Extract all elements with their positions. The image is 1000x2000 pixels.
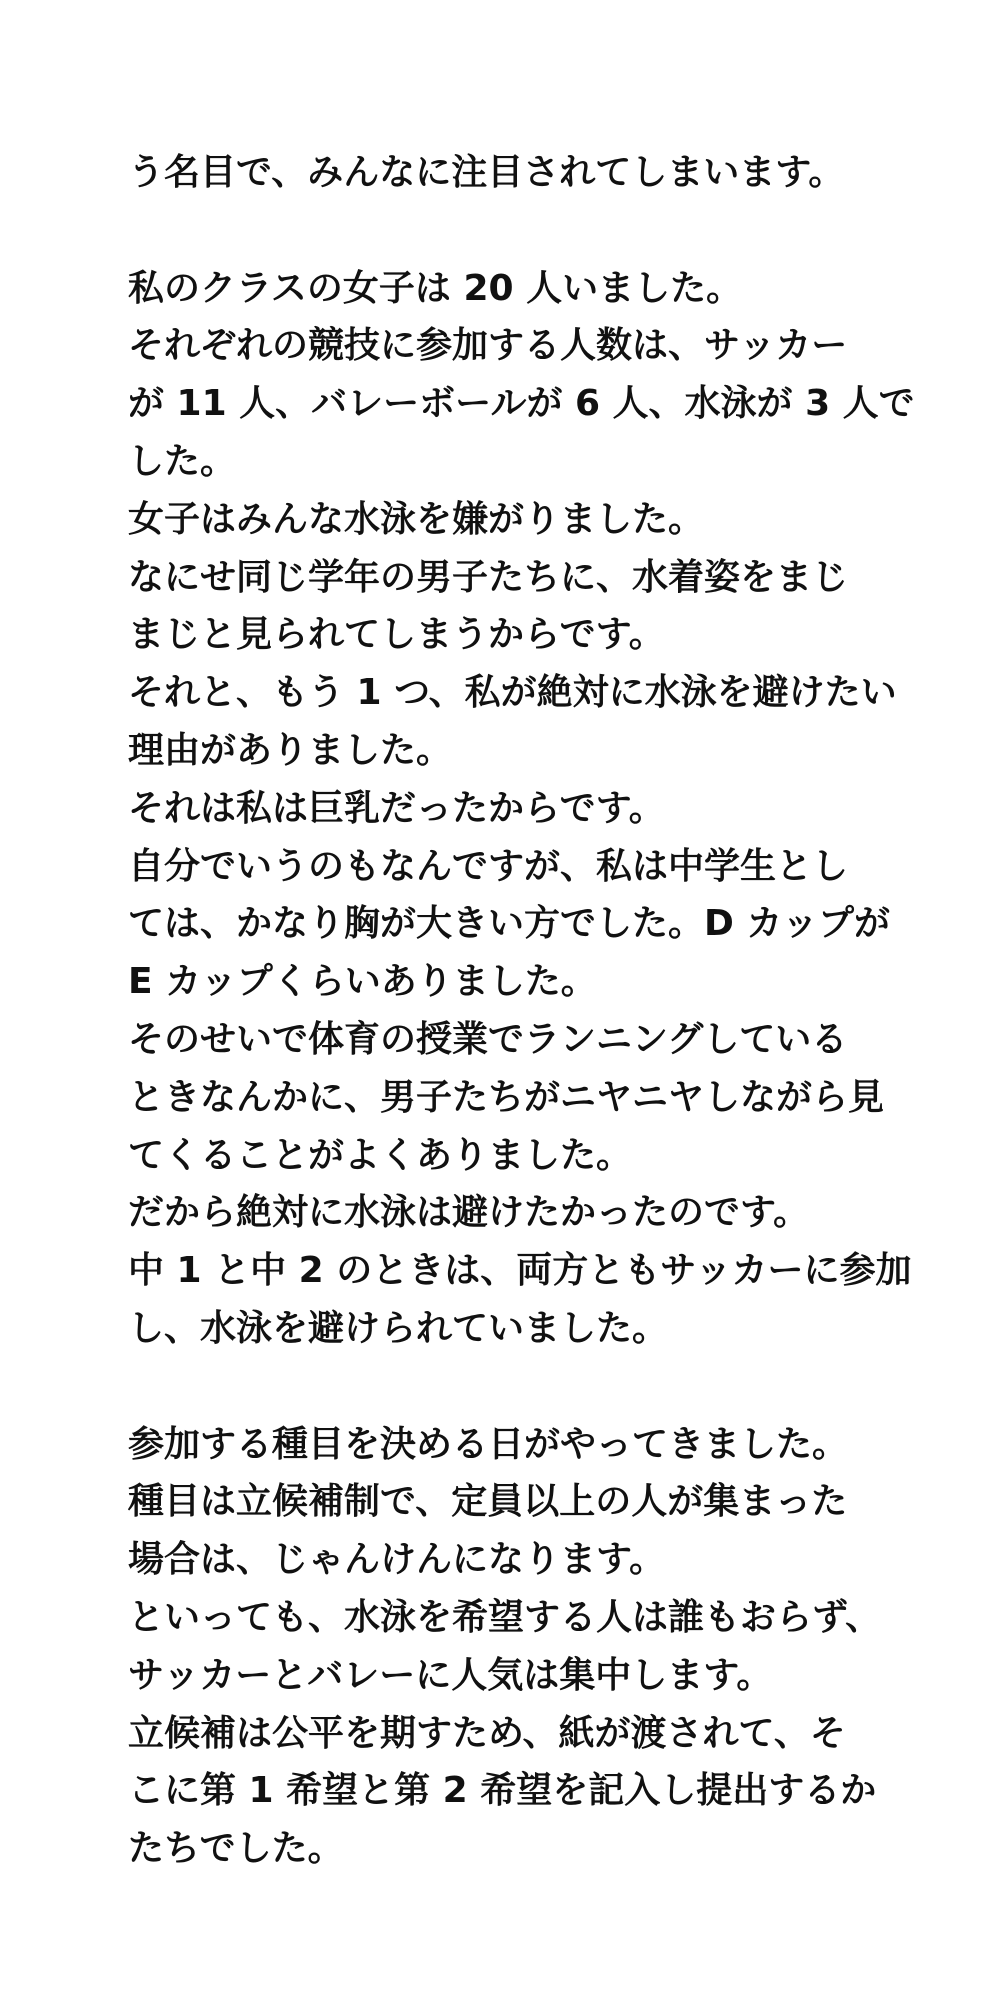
text-line: した。 [128, 440, 237, 482]
text-line: それぞれの競技に参加する人数は、サッカー [128, 325, 848, 367]
text-line: サッカーとバレーに人気は集中します。 [128, 1654, 773, 1696]
text-line: 種目は立候補制で、定員以上の人が集まった [128, 1481, 848, 1523]
text-line: そのせいで体育の授業でランニングしている [128, 1018, 848, 1060]
text-line: 場合は、じゃんけんになります。 [128, 1539, 666, 1581]
text-line: 中 1 と中 2 のときは、両方ともサッカーに参加 [128, 1250, 912, 1292]
text-line: E カップくらいありました。 [128, 961, 597, 1003]
text-line: ては、かなり胸が大きい方でした。D カップが [128, 903, 891, 945]
text-line: なにせ同じ学年の男子たちに、水着姿をまじ [128, 556, 849, 598]
text-line: それと、もう 1 つ、私が絶対に水泳を避けたい [128, 672, 897, 714]
body-text [128, 144, 915, 1878]
text-line: てくることがよくありました。 [128, 1134, 633, 1176]
text-line: し、水泳を避けられていました。 [128, 1307, 669, 1349]
text-line: う名目で、みんなに注目されてしまいます。 [128, 152, 845, 193]
text-line: 参加する種目を決める日がやってきました。 [128, 1423, 849, 1465]
blank-line [128, 1358, 888, 1416]
text-line: たちでした。 [128, 1828, 344, 1870]
text-line: 私のクラスの女子は 20 人いました。 [128, 267, 743, 309]
blank-line [128, 202, 888, 260]
text-line: ときなんかに、男子たちがニヤニヤしながら見 [128, 1076, 885, 1118]
text-line: 女子はみんな水泳を嫌がりました。 [128, 498, 705, 540]
text-line: が 11 人、バレーボールが 6 人、水泳が 3 人で [128, 383, 915, 425]
text-line: それは私は巨乳だったからです。 [128, 787, 665, 829]
text-line: こに第 1 希望と第 2 希望を記入し提出するか [128, 1770, 877, 1812]
text-line: 理由がありました。 [128, 729, 453, 771]
text-line: まじと見られてしまうからです。 [128, 614, 665, 656]
text-line: 自分でいうのもなんですが、私は中学生とし [128, 845, 849, 887]
text-line: 立候補は公平を期すため、紙が渡されて、そ [128, 1712, 846, 1754]
text-line: といっても、水泳を希望する人は誰もおらず、 [128, 1596, 882, 1638]
text-line: だから絶対に水泳は避けたかったのです。 [128, 1192, 810, 1234]
